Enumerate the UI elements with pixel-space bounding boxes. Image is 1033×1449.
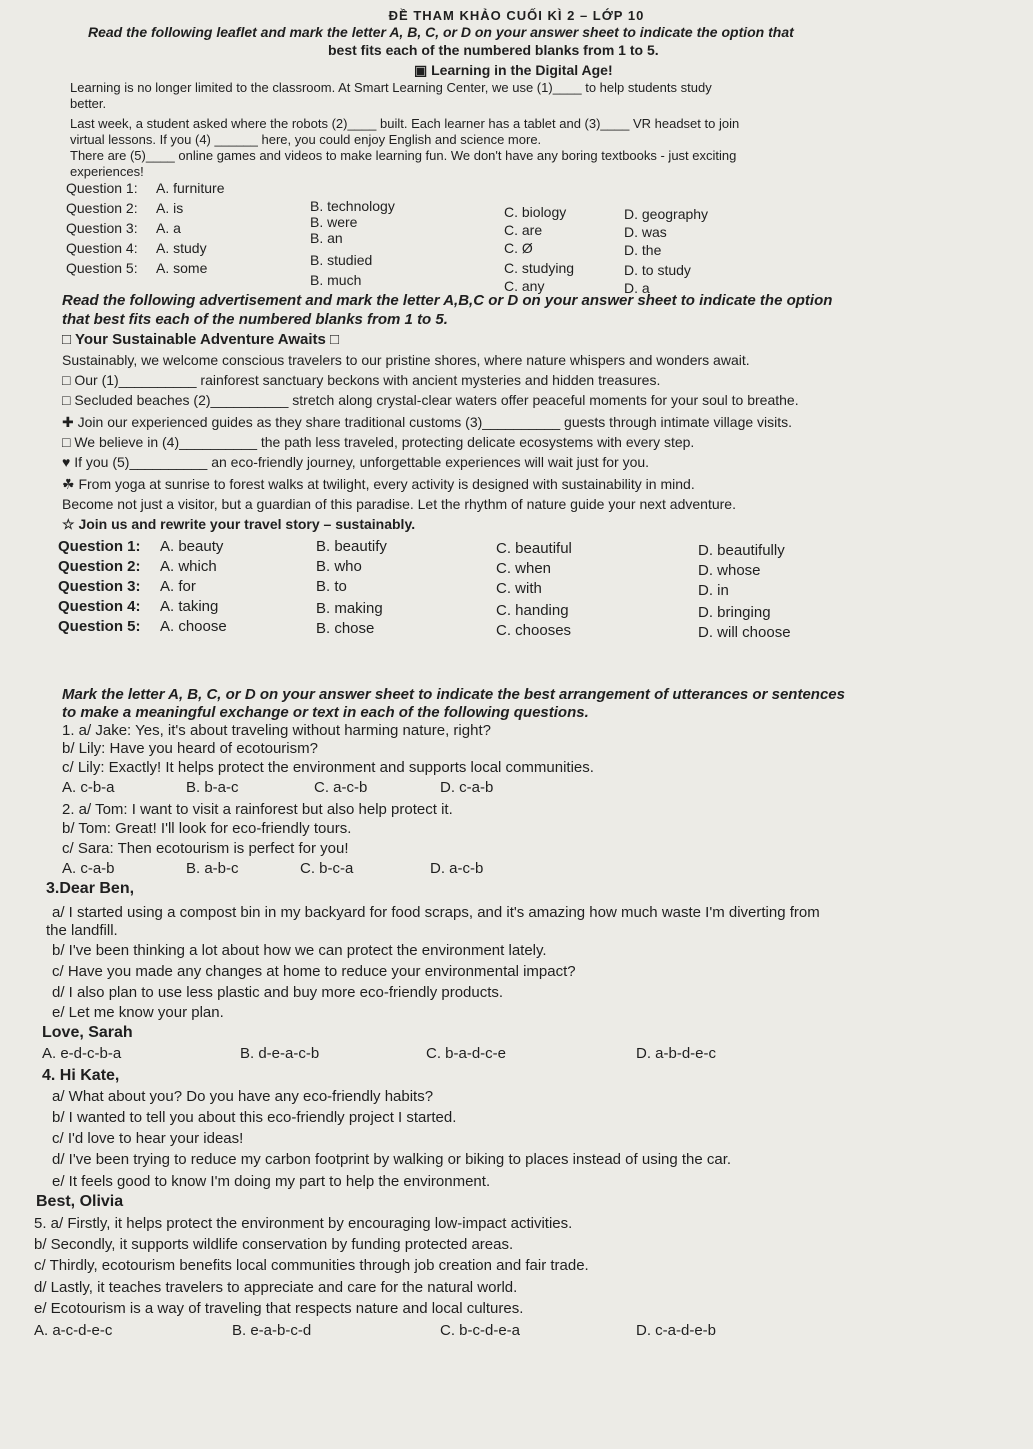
q5-line: 5. a/ Firstly, it helps protect the environment by encouraging low-impact activities. <box>34 1215 573 1232</box>
question-label: Question 3: <box>58 578 141 595</box>
exam-header: ĐỀ THAM KHẢO CUỐI KÌ 2 – LỚP 10 <box>388 8 645 23</box>
q2-option-d[interactable]: D. a-c-b <box>430 860 484 877</box>
advert-line-text: From yoga at sunrise to forest walks at twilight, every activity is designed with sustainability in mind. <box>78 476 695 492</box>
q2-line: b/ Tom: Great! I'll look for eco-friendly tours. <box>62 820 352 837</box>
option-a[interactable]: A. taking <box>160 598 219 615</box>
q4-line: e/ It feels good to know I'm doing my part to help the environment. <box>52 1173 491 1190</box>
q5-option-d[interactable]: D. c-a-d-e-b <box>636 1322 717 1339</box>
q5-line: c/ Thirdly, ecotourism benefits local communities through job creation and fair trade. <box>34 1257 589 1274</box>
option-c[interactable]: C. beautiful <box>496 540 572 557</box>
q4-line: d/ I've been trying to reduce my carbon footprint by walking or biking to places instead of using the car. <box>52 1151 732 1168</box>
part1-instruction: Read the following leaflet and mark the letter A, B, C, or D on your answer sheet to indicate the option that <box>88 24 794 40</box>
option-b[interactable]: B. chose <box>316 620 375 637</box>
question-label: Question 4: <box>58 598 141 615</box>
leaflet-title-text: Learning in the Digital Age! <box>431 62 613 78</box>
q3-closing: Love, Sarah <box>42 1024 133 1041</box>
option-a[interactable]: A. furniture <box>156 180 225 196</box>
option-c[interactable]: C. handing <box>496 602 569 619</box>
q5-line: d/ Lastly, it teaches travelers to appreciate and care for the natural world. <box>34 1279 518 1296</box>
q3-greeting: 3.Dear Ben, <box>46 880 135 897</box>
q1-option-b[interactable]: B. b-a-c <box>186 779 239 796</box>
star-icon: ☆ <box>62 516 79 532</box>
option-c[interactable]: C. are <box>504 222 543 238</box>
option-c[interactable]: C. with <box>496 580 542 597</box>
option-c[interactable]: C. any <box>504 278 545 294</box>
leaflet-line: Last week, a student asked where the robots (2)____ built. Each learner has a tablet and (3)____ VR headset to join <box>70 116 740 131</box>
question-label: Question 3: <box>66 220 138 236</box>
option-a[interactable]: A. choose <box>160 618 227 635</box>
q1-line: b/ Lily: Have you heard of ecotourism? <box>62 740 318 757</box>
advert-line-text: Join us and rewrite your travel story – sustainably. <box>78 516 416 532</box>
handshake-icon: ✚ <box>62 414 78 430</box>
question-label: Question 5: <box>66 260 138 276</box>
advert-line: □ Our (1)__________ rainforest sanctuary beckons with ancient mysteries and hidden treasures. <box>62 372 661 388</box>
option-d[interactable]: D. to study <box>624 262 691 278</box>
part2-instruction-2: that best fits each of the numbered blanks from 1 to 5. <box>62 311 448 328</box>
advert-title: □ Your Sustainable Adventure Awaits □ <box>62 331 340 348</box>
leaflet-line: experiences! <box>70 164 144 179</box>
option-c[interactable]: C. biology <box>504 204 567 220</box>
q4-line: b/ I wanted to tell you about this eco-friendly project I started. <box>52 1109 457 1126</box>
q3-line: d/ I also plan to use less plastic and buy more eco-friendly products. <box>52 984 504 1001</box>
question-label: Question 1: <box>66 180 138 196</box>
option-b[interactable]: B. to <box>316 578 347 595</box>
question-label: Question 2: <box>66 200 138 216</box>
option-d[interactable]: D. the <box>624 242 662 258</box>
q3-option-b[interactable]: B. d-e-a-c-b <box>240 1045 320 1062</box>
option-a[interactable]: A. beauty <box>160 538 224 555</box>
option-a[interactable]: A. is <box>156 200 184 216</box>
q4-line: c/ I'd love to hear your ideas! <box>52 1130 244 1147</box>
question-label: Question 5: <box>58 618 141 635</box>
q3-line: the landfill. <box>46 922 118 939</box>
part3-instruction: Mark the letter A, B, C, or D on your answer sheet to indicate the best arrangement of utterances or sentences <box>62 686 845 703</box>
advert-line: Become not just a visitor, but a guardian of this paradise. Let the rhythm of nature guide your next adventure. <box>62 496 736 512</box>
option-b[interactable]: B. technology <box>310 198 395 214</box>
question-label: Question 2: <box>58 558 141 575</box>
leaflet-line: Learning is no longer limited to the classroom. At Smart Learning Center, we use (1)____ to help students study <box>70 80 712 95</box>
part1-instruction-2: best fits each of the numbered blanks from 1 to 5. <box>328 42 659 58</box>
q5-line: e/ Ecotourism is a way of traveling that respects nature and local cultures. <box>34 1300 524 1317</box>
part2-instruction: Read the following advertisement and mark the letter A,B,C or D on your answer sheet to indicate the option <box>62 292 833 309</box>
advert-line-text: Join our experienced guides as they share traditional customs (3)__________ guests through intimate village visits. <box>77 414 793 430</box>
q2-option-a[interactable]: A. c-a-b <box>62 860 115 877</box>
advert-line: □ Secluded beaches (2)__________ stretch along crystal-clear waters offer peaceful moments for your soul to breathe. <box>62 392 799 408</box>
option-d[interactable]: D. whose <box>698 562 761 579</box>
q3-line: c/ Have you made any changes at home to reduce your environmental impact? <box>52 963 576 980</box>
q2-line: 2. a/ Tom: I want to visit a rainforest but also help protect it. <box>62 801 453 818</box>
option-b[interactable]: B. beautify <box>316 538 387 555</box>
option-d[interactable]: D. a <box>624 280 650 296</box>
leaflet-line: virtual lessons. If you (4) ______ here, you could enjoy English and science more. <box>70 132 542 147</box>
q1-line: c/ Lily: Exactly! It helps protect the environment and supports local communities. <box>62 759 594 776</box>
leaf-icon: ☘ <box>62 476 79 492</box>
advert-line <box>62 454 649 470</box>
part3-instruction-2: to make a meaningful exchange or text in each of the following questions. <box>62 704 589 721</box>
q3-line: a/ I started using a compost bin in my backyard for food scraps, and it's amazing how much waste I'm diverting from <box>52 904 820 921</box>
option-b[interactable]: B. making <box>316 600 383 617</box>
option-d[interactable]: D. was <box>624 224 667 240</box>
q1-option-a[interactable]: A. c-b-a <box>62 779 115 796</box>
laptop-icon: ▣ <box>414 62 432 78</box>
option-b[interactable]: B. an <box>310 230 343 246</box>
q4-line: a/ What about you? Do you have any eco-friendly habits? <box>52 1088 434 1105</box>
option-a[interactable]: A. some <box>156 260 208 276</box>
q2-option-b[interactable]: B. a-b-c <box>186 860 239 877</box>
advert-line <box>62 414 792 431</box>
option-d[interactable]: D. beautifully <box>698 542 785 559</box>
option-a[interactable]: A. study <box>156 240 207 256</box>
q3-option-d[interactable]: D. a-b-d-e-c <box>636 1045 717 1062</box>
option-a[interactable]: A. a <box>156 220 181 236</box>
advert-line <box>62 476 695 493</box>
option-a[interactable]: A. for <box>160 578 196 595</box>
q5-option-b[interactable]: B. e-a-b-c-d <box>232 1322 312 1339</box>
leaflet-better: better. <box>70 96 107 111</box>
option-c[interactable]: C. when <box>496 560 552 577</box>
q3-option-a[interactable]: A. e-d-c-b-a <box>42 1045 122 1062</box>
leaflet-title <box>414 62 613 79</box>
q1-line: 1. a/ Jake: Yes, it's about traveling without harming nature, right? <box>62 722 491 739</box>
option-b[interactable]: B. much <box>310 272 362 288</box>
advert-line: Sustainably, we welcome conscious travelers to our pristine shores, where nature whispers and wonders await. <box>62 352 750 368</box>
option-b[interactable]: B. studied <box>310 252 373 268</box>
heart-icon: ♥ <box>62 454 75 470</box>
q1-option-c[interactable]: C. a-c-b <box>314 779 368 796</box>
option-d[interactable]: D. bringing <box>698 604 771 621</box>
q3-line: b/ I've been thinking a lot about how we can protect the environment lately. <box>52 942 547 959</box>
option-b[interactable]: B. who <box>316 558 362 575</box>
option-c[interactable]: C. studying <box>504 260 575 276</box>
q3-option-c[interactable]: C. b-a-d-c-e <box>426 1045 507 1062</box>
option-c[interactable]: C. Ø <box>504 240 533 256</box>
advert-line <box>62 516 415 533</box>
question-label: Question 4: <box>66 240 138 256</box>
q5-option-a[interactable]: A. a-c-d-e-c <box>34 1322 113 1339</box>
option-d[interactable]: D. will choose <box>698 624 791 641</box>
q5-option-c[interactable]: C. b-c-d-e-a <box>440 1322 521 1339</box>
option-d[interactable]: D. geography <box>624 206 709 222</box>
advert-line-text: If you (5)__________ an eco-friendly journey, unforgettable experiences will wait just for you. <box>74 454 650 470</box>
option-a[interactable]: A. which <box>160 558 217 575</box>
q4-greeting: 4. Hi Kate, <box>42 1067 120 1084</box>
q3-line: e/ Let me know your plan. <box>52 1004 224 1021</box>
option-c[interactable]: C. chooses <box>496 622 572 639</box>
q2-line: c/ Sara: Then ecotourism is perfect for you! <box>62 840 349 857</box>
q2-option-c[interactable]: C. b-c-a <box>300 860 354 877</box>
q5-line: b/ Secondly, it supports wildlife conservation by funding protected areas. <box>34 1236 514 1253</box>
q1-option-d[interactable]: D. c-a-b <box>440 779 494 796</box>
option-d[interactable]: D. in <box>698 582 729 599</box>
option-b[interactable]: B. were <box>310 214 358 230</box>
question-label: Question 1: <box>58 538 141 555</box>
advert-line: □ We believe in (4)__________ the path less traveled, protecting delicate ecosystems with every step. <box>62 434 695 450</box>
leaflet-line: There are (5)____ online games and videos to make learning fun. We don't have any boring textbooks - just exciting <box>70 148 737 163</box>
q4-closing: Best, Olivia <box>36 1193 124 1210</box>
